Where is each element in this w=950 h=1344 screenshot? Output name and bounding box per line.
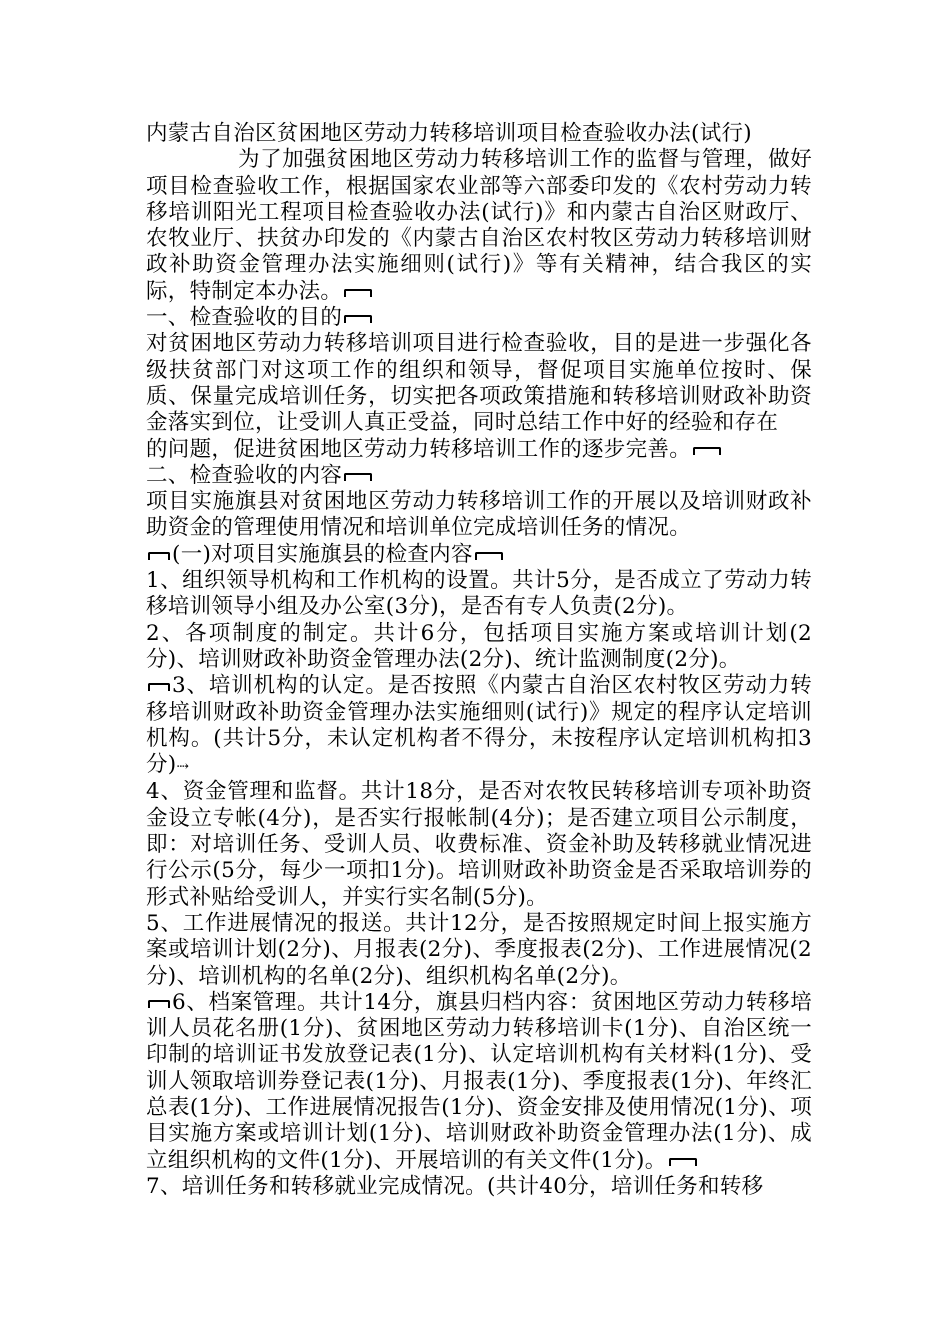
item-1: 1、组织领导机构和工作机构的设置。共计5分，是否成立了劳动力转移培训领导小组及办公室(3分)，是否有专人负责(2分)。: [146, 568, 812, 620]
paragraph-mark-icon: [691, 447, 723, 456]
paragraph-mark-icon: [342, 315, 374, 324]
document-title: 内蒙古自治区贫困地区劳动力转移培训项目检查验收办法(试行): [146, 121, 752, 146]
paragraph-mark-icon: [146, 552, 172, 561]
section2-heading: 二、检查验收的内容: [146, 463, 812, 489]
item-5: 5、工作进展情况的报送。共计12分，是否按照规定时间上报实施方案或培训计划(2分)、月报表(2分)、季度报表(2分)、工作进展情况(2分)、培训机构的名单(2分)、组织机构名单(2分)。: [146, 910, 812, 989]
section2-paragraph: 项目实施旗县对贫困地区劳动力转移培训工作的开展以及培训财政补助资金的管理使用情况和培训单位完成培训任务的情况。: [146, 489, 812, 541]
item-2: 2、各项制度的制定。共计6分，包括项目实施方案或培训计划(2分)、培训财政补助资金管理办法(2分)、统计监测制度(2分)。: [146, 620, 812, 672]
paragraph-mark-icon: [146, 683, 172, 692]
item-7: 7、培训任务和转移就业完成情况。(共计40分，培训任务和转移: [146, 1173, 764, 1199]
item-3: 3、培训机构的认定。是否按照《内蒙古自治区农村牧区劳动力转移培训财政补助资金管理办法实施细则(试行)》规定的程序认定培训机构。(共计5分，未认定机构者不得分，未按程序认定培训机构扣3分)⇢: [146, 673, 812, 778]
section1-heading: 一、检查验收的目的: [146, 305, 812, 331]
intro-paragraph: 为了加强贫困地区劳动力转移培训工作的监督与管理，做好项目检查验收工作，根据国家农业部等六部委印发的《农村劳动力转移培训阳光工程项目检查验收办法(试行)》和内蒙古自治区财政厅、农牧业厅、扶贫办印发的《内蒙古自治区农村牧区劳动力转移培训财政补助资金管理办法实施细则(试行)》等有关精神，结合我区的实际，特制定本办法。: [146, 147, 812, 304]
paragraph-mark-icon: [473, 552, 505, 561]
paragraph-mark-icon: [146, 1000, 172, 1009]
section1-paragraph-cont: 的问题，促进贫困地区劳动力转移培训工作的逐步完善。: [146, 437, 812, 463]
item-6: 6、档案管理。共计14分，旗县归档内容：贫困地区劳动力转移培训人员花名册(1分)、贫困地区劳动力转移培训卡(1分)、自治区统一印制的培训证书发放登记表(1分)、认定培训机构有关材料(1分)、受训人领取培训券登记表(1分)、月报表(1分)、季度报表(1分)、年终汇总表(1分)、工作进展情况报告(1分)、资金安排及使用情况(1分)、项目实施方案或培训计划(1分)、培训财政补助资金管理办法(1分)、成立组织机构的文件(1分)、开展培训的有关文件(1分)。: [146, 989, 812, 1173]
item-4: 4、资金管理和监督。共计18分，是否对农牧民转移培训专项补助资金设立专帐(4分)，是否实行报帐制(4分)；是否建立项目公示制度，即：对培训任务、受训人员、收费标准、资金补助及转移就业情况进行公示(5分，每少一项扣1分)。培训财政补助资金是否采取培训券的形式补贴给受训人，并实行实名制(5分)。: [146, 779, 812, 910]
paragraph-mark-icon: [342, 289, 374, 298]
paragraph-mark-icon: [342, 473, 374, 482]
paragraph-mark-icon: [667, 1158, 699, 1167]
section1-paragraph: 对贫困地区劳动力转移培训项目进行检查验收，目的是进一步强化各级扶贫部门对这项工作的组织和领导，督促项目实施单位按时、保质、保量完成培训任务，切实把各项政策措施和转移培训财政补助资金落实到位，让受训人真正受益，同时总结工作中好的经验和存在: [146, 331, 812, 436]
tab-arrow-icon: ⇢: [176, 757, 190, 776]
document-body: [146, 121, 812, 1200]
subsection1-heading: (一)对项目实施旗县的检查内容: [146, 542, 812, 568]
